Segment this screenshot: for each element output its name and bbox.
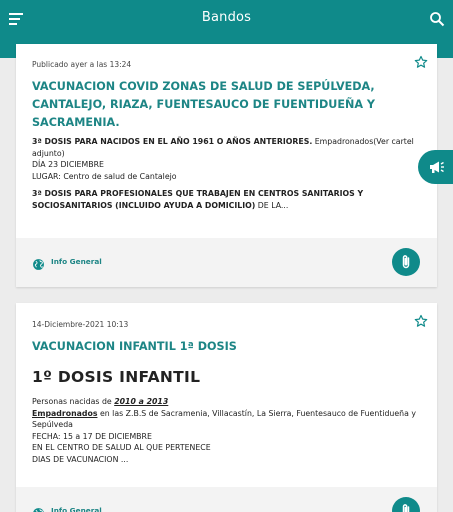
publish-date: Publicado ayer a las 13:24	[32, 60, 132, 69]
body-text: EN EL CENTRO DE SALUD AL QUE PERTENECE	[32, 443, 211, 452]
paperclip-icon	[399, 503, 413, 512]
category-link[interactable]: Info General	[51, 257, 102, 266]
bando-headline[interactable]: VACUNACION INFANTIL 1ª DOSIS	[32, 340, 237, 353]
body-text: Personas nacidas de	[32, 397, 115, 406]
body-text: Empadronados	[32, 408, 98, 418]
publish-date: 14-Diciembre-2021 10:13	[32, 320, 129, 329]
bando-card[interactable]	[16, 303, 437, 512]
star-outline-icon[interactable]	[414, 54, 428, 68]
body-text: 3ª DOSIS PARA PROFESIONALES QUE TRABAJEN EN CENTROS SANITARIOS Y SOCIOSANITARIOS (INCLUIDO AYUDA A DOMICILIO)	[32, 189, 364, 210]
category-link[interactable]: Info General	[51, 506, 102, 512]
body-text: en las Z.B.S de Sacramenia, Villacastín, La Sierra, Fuentesauco de Fuentidueña y Sepúlveda	[32, 408, 416, 429]
body-text: DIAS DE VACUNACION ...	[32, 454, 129, 464]
globe-icon	[32, 256, 45, 269]
body-text: DE LA...	[255, 200, 289, 210]
card-footer	[16, 487, 437, 512]
body-text: 2010 a 2013	[114, 397, 169, 406]
bando-card[interactable]	[16, 44, 437, 287]
body-heading: 1º DOSIS INFANTIL	[32, 368, 201, 386]
page-title: Bandos	[201, 10, 252, 25]
paperclip-icon	[399, 254, 413, 270]
bando-body	[32, 136, 417, 211]
star-outline-icon[interactable]	[414, 313, 428, 327]
megaphone-icon	[429, 159, 445, 175]
bando-headline[interactable]: VACUNACION COVID ZONAS DE SALUD DE SEPÚLVEDA, CANTALEJO, RIAZA, FUENTESAUCO DE FUENTIDUEÑA Y SACRAMENIA.	[32, 80, 376, 129]
attachment-button[interactable]	[392, 497, 420, 512]
body-text: LUGAR: Centro de salud de Cantalejo	[32, 171, 177, 181]
attachment-button[interactable]	[392, 248, 420, 276]
search-icon[interactable]	[429, 11, 445, 27]
body-text: DÍA 23 DICIEMBRE	[32, 160, 104, 169]
body-text: Empadronados(Ver cartel adjunto)	[32, 137, 414, 158]
globe-icon	[32, 505, 45, 512]
announcements-button[interactable]	[418, 150, 453, 184]
card-footer	[16, 238, 437, 287]
bando-body	[32, 366, 417, 465]
body-text: FECHA: 15 a 17 DE DICIEMBRE	[32, 431, 152, 441]
body-text: 3ª DOSIS PARA NACIDOS EN EL AÑO 1961 O AÑOS ANTERIORES.	[32, 137, 313, 146]
